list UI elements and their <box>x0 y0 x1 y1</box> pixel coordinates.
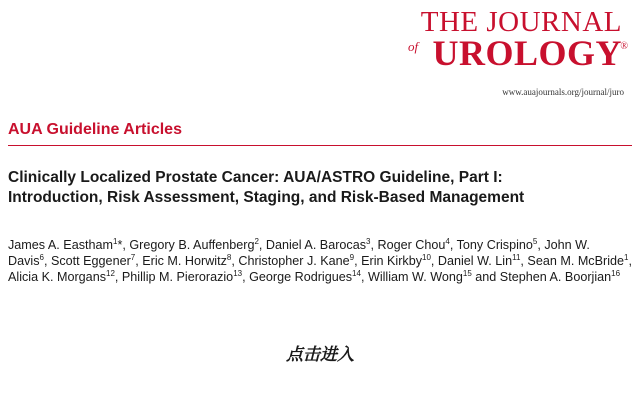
author-affiliation: 16 <box>611 269 621 279</box>
journal-logo-of: of <box>408 39 419 54</box>
author-affiliation: 3 <box>366 237 371 246</box>
author-name: Eric M. Horwitz <box>142 254 227 269</box>
corresponding-author-mark: * <box>117 238 123 252</box>
journal-masthead <box>388 8 628 100</box>
author-affiliation: 14 <box>352 269 361 279</box>
author-affiliation: 12 <box>106 269 115 279</box>
author-name: Erin Kirkby <box>361 254 422 269</box>
section-divider <box>8 145 632 146</box>
author-name: Daniel W. Lin <box>437 254 513 269</box>
author-conjunction: and <box>475 270 497 285</box>
section-heading: AUA Guideline Articles <box>8 121 182 138</box>
author-list: James A. Eastham$^1$*, Gregory B. Auffenberg$^2$, Daniel A. Barocas$^3$, Roger Chou$^4$, Tony Crispino$^5$, John W. Davis$^6$, Scott Eggener$^7$, Eric M. Horwitz$^8$, Christopher J. Kane$^9$, Erin Kirkby$^{10}$, Daniel W. Lin$^{11}$, Sean M. McBride$^1$, Alicia K. Morgans$^{12}$, Phillip M. Pierorazio$^{13}$, George Rodrigues$^{14}$, William W. Wong$^{15}$ and Stephen A. Boorjian$^{16}$ <box>8 237 632 285</box>
author-affiliation: 13 <box>233 269 243 279</box>
author-name: George Rodrigues <box>249 270 353 285</box>
author-affiliation: 10 <box>422 253 431 263</box>
author-name: Roger Chou <box>377 238 446 252</box>
author-affiliation: 9 <box>349 253 355 263</box>
author-affiliation: 15 <box>462 269 472 279</box>
author-affiliation: 4 <box>445 237 450 246</box>
author-name: Stephen A. Boorjian <box>499 270 612 285</box>
journal-logo-line2: UROLOGY <box>432 33 622 73</box>
author-affiliation: 1 <box>624 253 629 263</box>
author-affiliation: 1 <box>113 237 118 246</box>
author-name: Christopher J. Kane <box>238 254 350 269</box>
article-title: Clinically Localized Prostate Cancer: AUA/ASTRO Guideline, Part I: Introduction, Risk Assessment, Staging, and Risk-Based Management <box>8 169 525 206</box>
author-name: James A. Eastham <box>8 238 113 252</box>
author-name: Tony Crispino <box>456 238 533 252</box>
author-name: Phillip M. Pierorazio <box>121 270 234 285</box>
author-affiliation: 5 <box>532 237 538 246</box>
author-name: Scott Eggener <box>50 254 131 269</box>
author-affiliation: 11 <box>512 253 521 263</box>
author-name: William W. Wong <box>367 270 463 285</box>
author-affiliation: 2 <box>254 237 259 246</box>
author-affiliation: 8 <box>226 253 232 263</box>
author-name: John W. Davis <box>8 238 590 269</box>
author-name: Sean M. McBride <box>527 254 625 269</box>
author-name: Alicia K. Morgans <box>8 270 106 285</box>
author-name: Daniel A. Barocas <box>265 238 367 252</box>
enter-link[interactable]: 点击进入 <box>286 345 354 365</box>
registered-mark: ® <box>620 41 628 52</box>
author-name: Gregory B. Auffenberg <box>129 238 255 252</box>
author-affiliation: 7 <box>130 253 136 263</box>
journal-logo-line1: THE JOURNAL <box>420 6 622 38</box>
author-affiliation: 6 <box>39 253 44 263</box>
journal-url[interactable]: www.auajournals.org/journal/juro <box>502 87 624 97</box>
